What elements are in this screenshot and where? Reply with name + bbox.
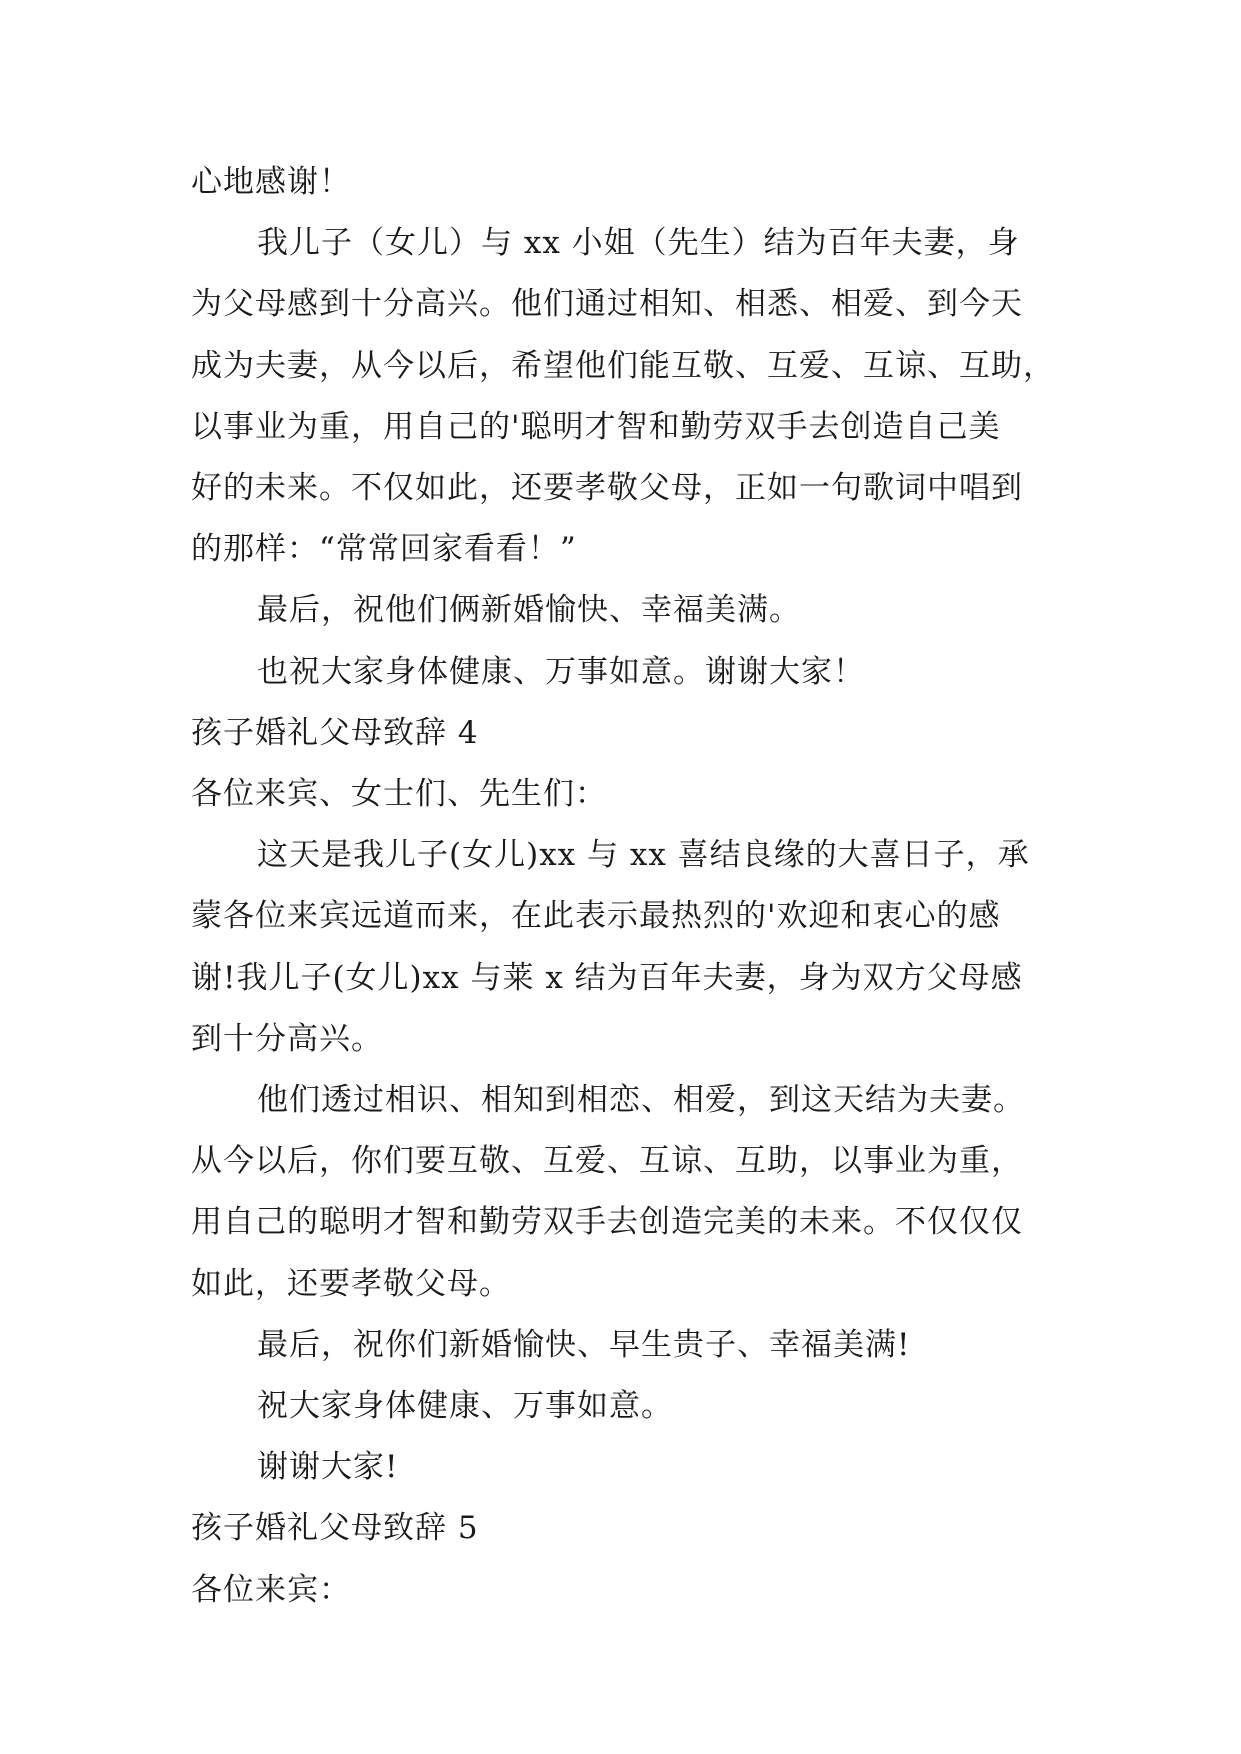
text-line: 从今以后，你们要互敬、互爱、互谅、互助，以事业为重， [191,1143,1023,1180]
text-line: 这天是我儿子(女儿)xx 与 xx 喜结良缘的大喜日子，承 [257,837,1030,874]
text-line: 祝大家身体健康、万事如意。 [257,1388,673,1425]
text-line: 谢谢大家! [257,1449,399,1486]
text-line: 最后，祝他们俩新婚愉快、幸福美满。 [257,592,801,629]
text-line: 心地感谢！ [191,164,351,200]
text-line: 最后，祝你们新婚愉快、早生贵子、幸福美满! [257,1326,911,1363]
section-heading: 孩子婚礼父母致辞 4 [191,714,479,751]
text-line: 的那样：“常常回家看看！” [191,531,577,568]
text-line: 蒙各位来宾远道而来，在此表示最热烈的'欢迎和衷心的感 [191,898,1001,935]
text-line: 他们透过相识、相知到相恋、相爱，到这天结为夫妻。 [257,1082,1025,1119]
text-line: 谢!我儿子(女儿)xx 与莱 x 结为百年夫妻，身为双方父母感 [191,959,1023,996]
text-line: 好的未来。不仅如此，还要孝敬父母，正如一句歌词中唱到 [191,470,1023,507]
text-line: 也祝大家身体健康、万事如意。谢谢大家！ [257,653,865,690]
text-line: 用自己的聪明才智和勤劳双手去创造完美的未来。不仅仅仅 [191,1204,1023,1241]
text-line: 到十分高兴。 [191,1020,383,1057]
salutation: 各位来宾： [191,1571,351,1608]
text-line: 为父母感到十分高兴。他们通过相知、相悉、相爱、到今天 [191,286,1023,323]
text-line: 以事业为重，用自己的'聪明才智和勤劳双手去创造自己美 [191,408,1001,445]
section-heading: 孩子婚礼父母致辞 5 [191,1510,479,1547]
text-line: 如此，还要孝敬父母。 [191,1265,511,1302]
document-body [191,152,1055,1621]
salutation: 各位来宾、女士们、先生们： [191,776,607,813]
text-line: 我儿子（女儿）与 xx 小姐（先生）结为百年夫妻，身 [257,225,1020,262]
text-line: 成为夫妻，从今以后，希望他们能互敬、互爱、互谅、互助， [191,347,1055,384]
